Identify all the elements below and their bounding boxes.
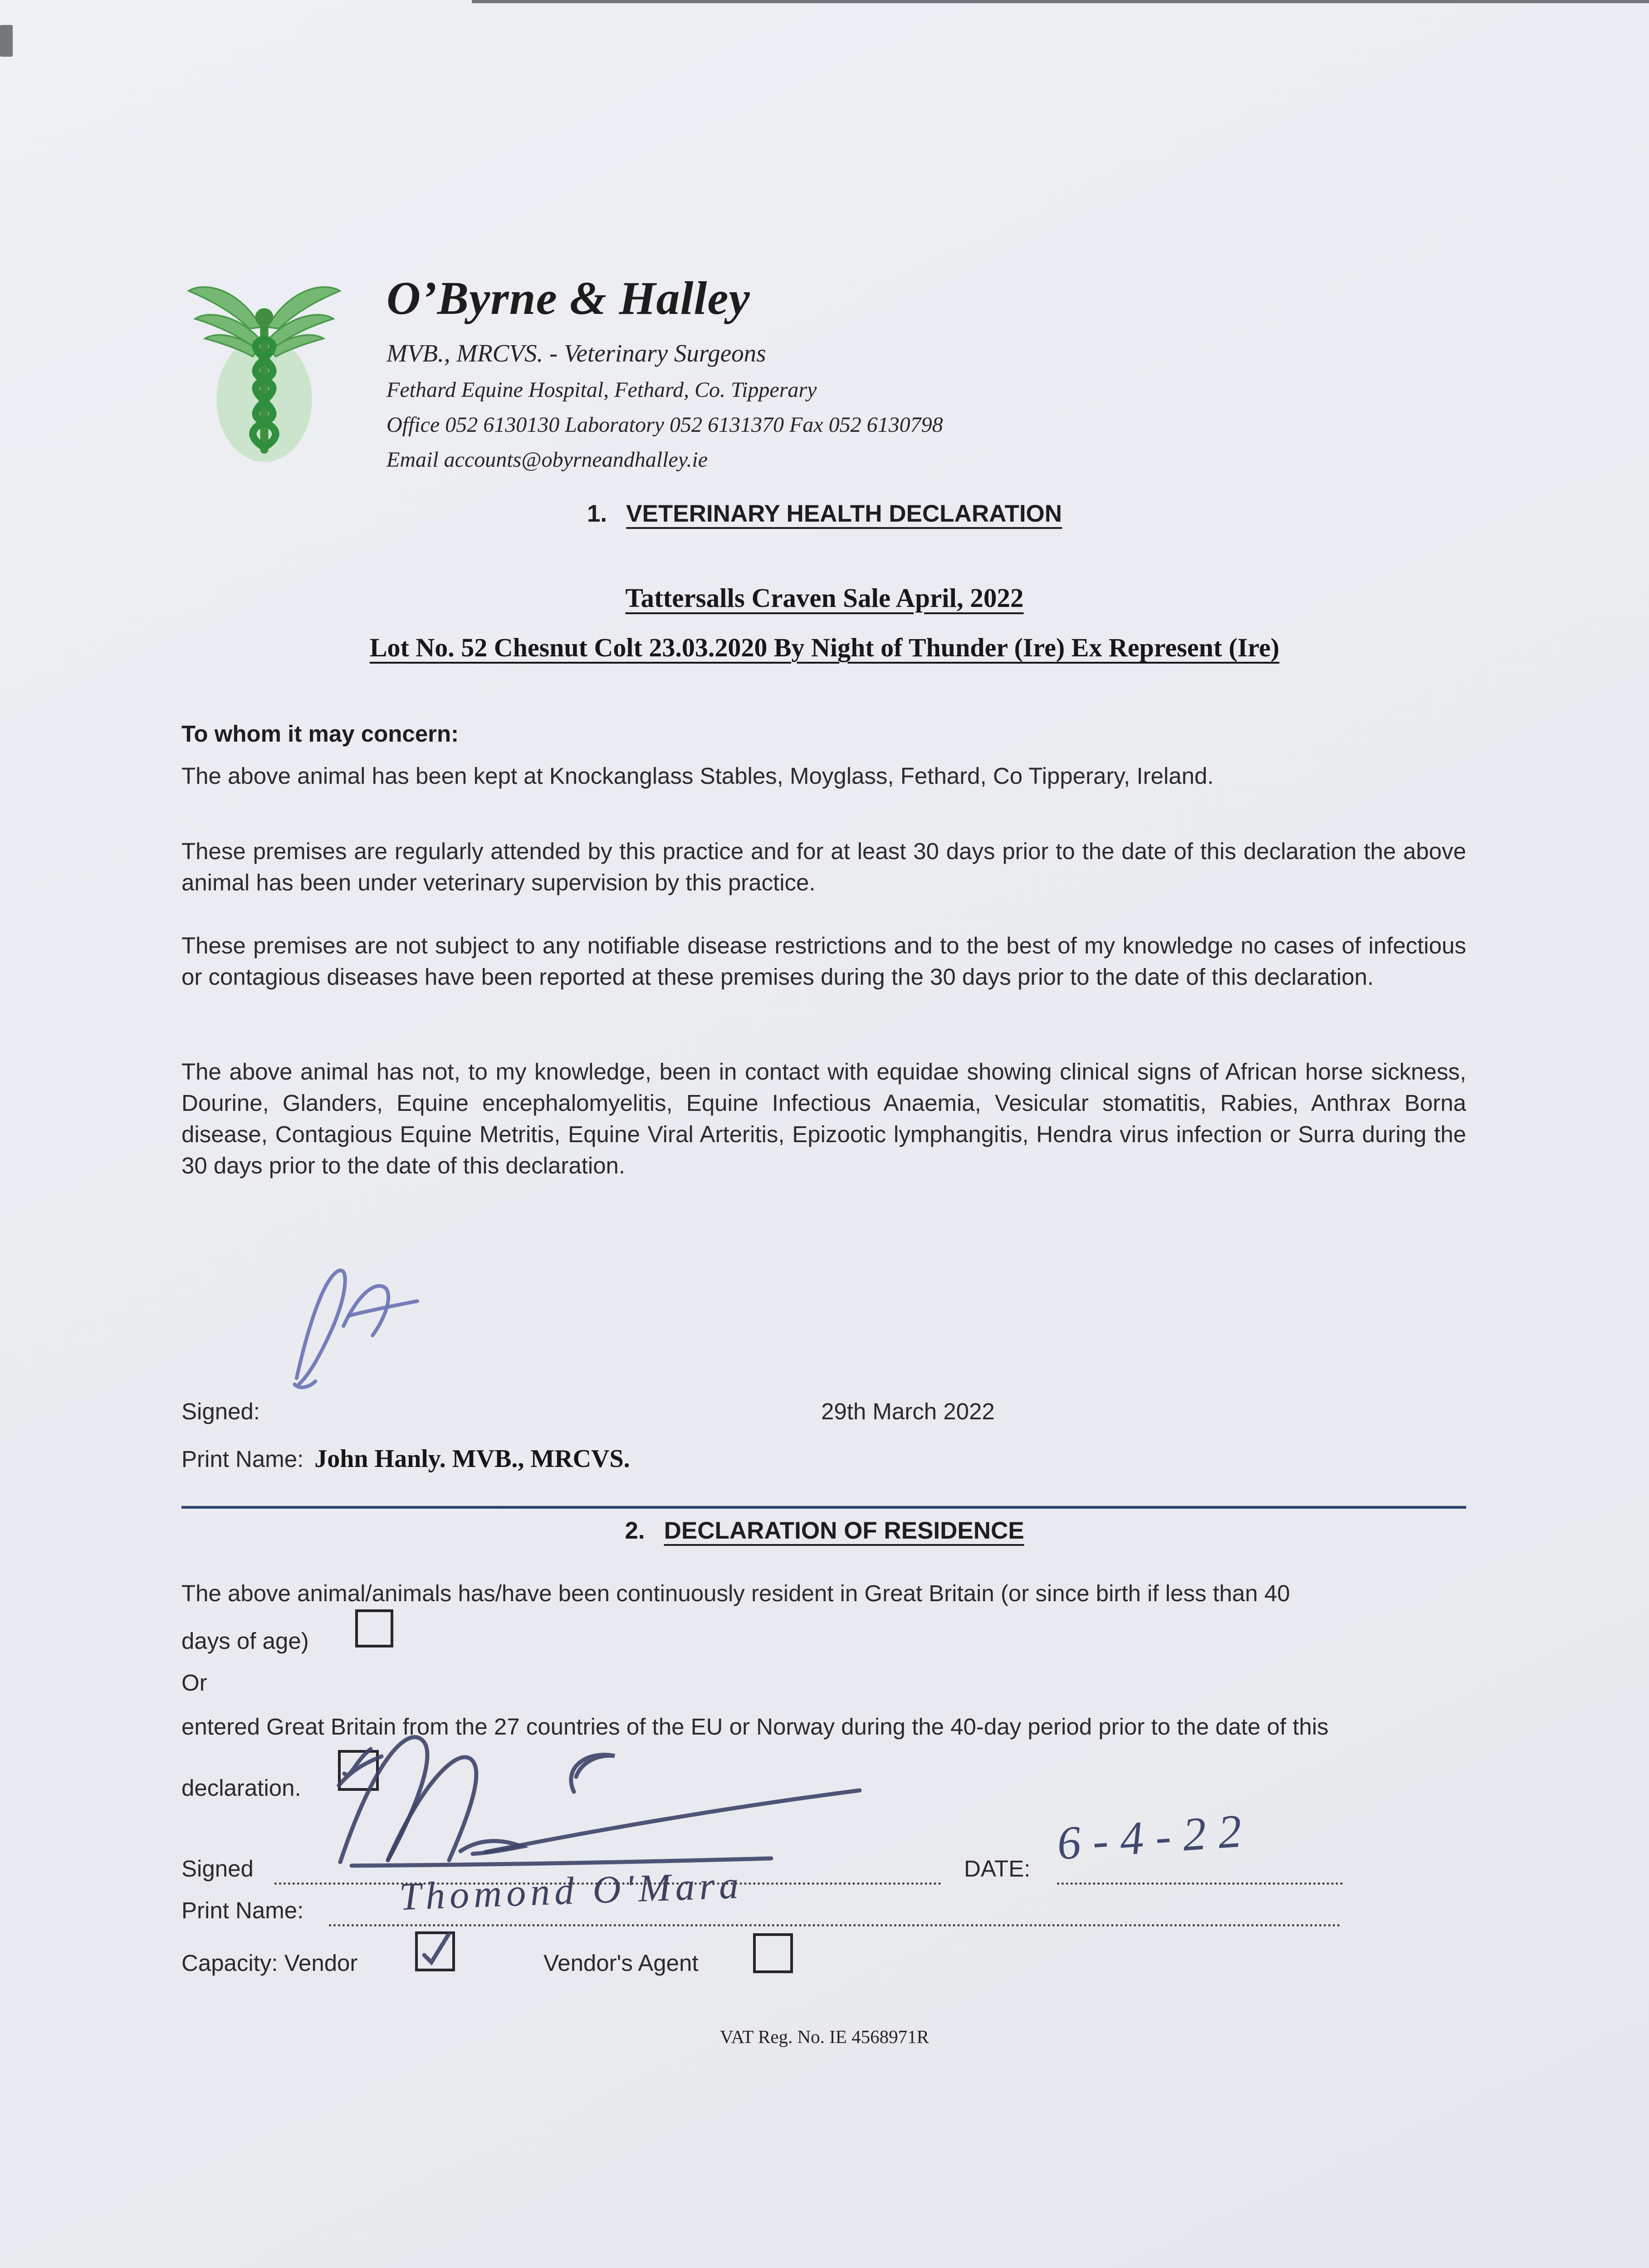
- letterhead: [387, 271, 1339, 472]
- practice-email: Email accounts@obyrneandhalley.ie: [387, 448, 708, 472]
- declaration-date: 29th March 2022: [821, 1398, 995, 1424]
- lot-title: Lot No. 52 Chesnut Colt 23.03.2020 By Night of Thunder (Ire) Ex Represent (Ire): [369, 633, 1280, 662]
- residence-option1-checkbox: [355, 1609, 393, 1647]
- vet-signature: [265, 1252, 442, 1411]
- paragraph-premises-attended: These premises are regularly attended by this practice and for at least 30 days prior to the date of this declaration the above animal has been under veterinary supervision by this practice.: [181, 838, 1466, 895]
- signed-label-2: Signed: [181, 1856, 254, 1882]
- capacity-vendor-checkbox: [415, 1931, 455, 1971]
- practice-subtitle: MVB., MRCVS. - Veterinary Surgeons: [387, 339, 766, 367]
- vendor-signature: [308, 1712, 894, 1880]
- practice-name: O’Byrne & Halley: [387, 272, 750, 324]
- date-label: DATE:: [964, 1856, 1031, 1882]
- section1-title: VETERINARY HEALTH DECLARATION: [626, 500, 1062, 527]
- residence-option1-line2: days of age): [181, 1628, 309, 1654]
- paragraph-no-contact-diseases: The above animal has not, to my knowledge, been in contact with equidae showing clinical signs of African horse sickness, Dourine, Glanders, Equine encephalomyelitis, Equine Infectious Anaemia, Vesicular stomatitis, Rabies, Anthrax Borna disease, Contagious Equine Metritis, Equine Viral Arteritis, Epizootic lymphangitis, Hendra virus infection or Surra during the 30 days prior to the date of this declaration.: [181, 1059, 1466, 1178]
- vendors-agent-label: Vendor's Agent: [543, 1950, 699, 1976]
- sale-title: Tattersalls Craven Sale April, 2022: [625, 583, 1024, 613]
- section2-number: 2.: [625, 1517, 645, 1544]
- scan-artifact-top-edge: [472, 0, 1649, 3]
- print-name-row: [181, 1444, 630, 1473]
- handwritten-print-name: Thomond O'Mara: [398, 1862, 744, 1919]
- section-divider: [181, 1506, 1466, 1509]
- salutation: To whom it may concern:: [181, 721, 459, 747]
- section2-title: DECLARATION OF RESIDENCE: [664, 1517, 1024, 1544]
- section2-heading: [181, 1517, 1468, 1545]
- caduceus-icon: [181, 274, 347, 472]
- or-label: Or: [181, 1670, 207, 1696]
- section1-heading: [181, 500, 1468, 528]
- capacity-vendor-label: Capacity: Vendor: [181, 1950, 358, 1976]
- practice-phones: Office 052 6130130 Laboratory 052 6131370 Fax 052 6130798: [387, 413, 943, 437]
- paragraph-no-restrictions: These premises are not subject to any notifiable disease restrictions and to the best of my knowledge no cases of infectious or contagious diseases have been reported at these premises during the 30 days prior to the date of this declaration.: [181, 933, 1466, 990]
- residence-option2-line2: declaration.: [181, 1775, 301, 1801]
- date-dotted-line: [1057, 1881, 1343, 1885]
- vendors-agent-checkbox: [753, 1933, 793, 1973]
- scan-artifact-corner: [0, 25, 13, 57]
- paragraph-kept-at: The above animal has been kept at Knockanglass Stables, Moyglass, Fethard, Co Tipperary, Ireland.: [181, 763, 1214, 789]
- print-name-label: Print Name:: [181, 1446, 304, 1472]
- signed-label: Signed:: [181, 1398, 260, 1424]
- vat-registration: VAT Reg. No. IE 4568971R: [720, 2026, 929, 2047]
- section1-number: 1.: [587, 500, 607, 527]
- residence-option1-line1: The above animal/animals has/have been continuously resident in Great Britain (or since birth if less than 40: [181, 1580, 1290, 1606]
- practice-address: Fethard Equine Hospital, Fethard, Co. Tipperary: [387, 378, 817, 402]
- print-name-label-2: Print Name:: [181, 1897, 304, 1923]
- handwritten-date: 6-4-22: [1055, 1804, 1255, 1870]
- vet-print-name: John Hanly. MVB., MRCVS.: [314, 1445, 630, 1473]
- print-name-dotted-line: [329, 1922, 1341, 1926]
- residence-option2-line1: entered Great Britain from the 27 countries of the EU or Norway during the 40-day period prior to the date of this: [181, 1714, 1329, 1740]
